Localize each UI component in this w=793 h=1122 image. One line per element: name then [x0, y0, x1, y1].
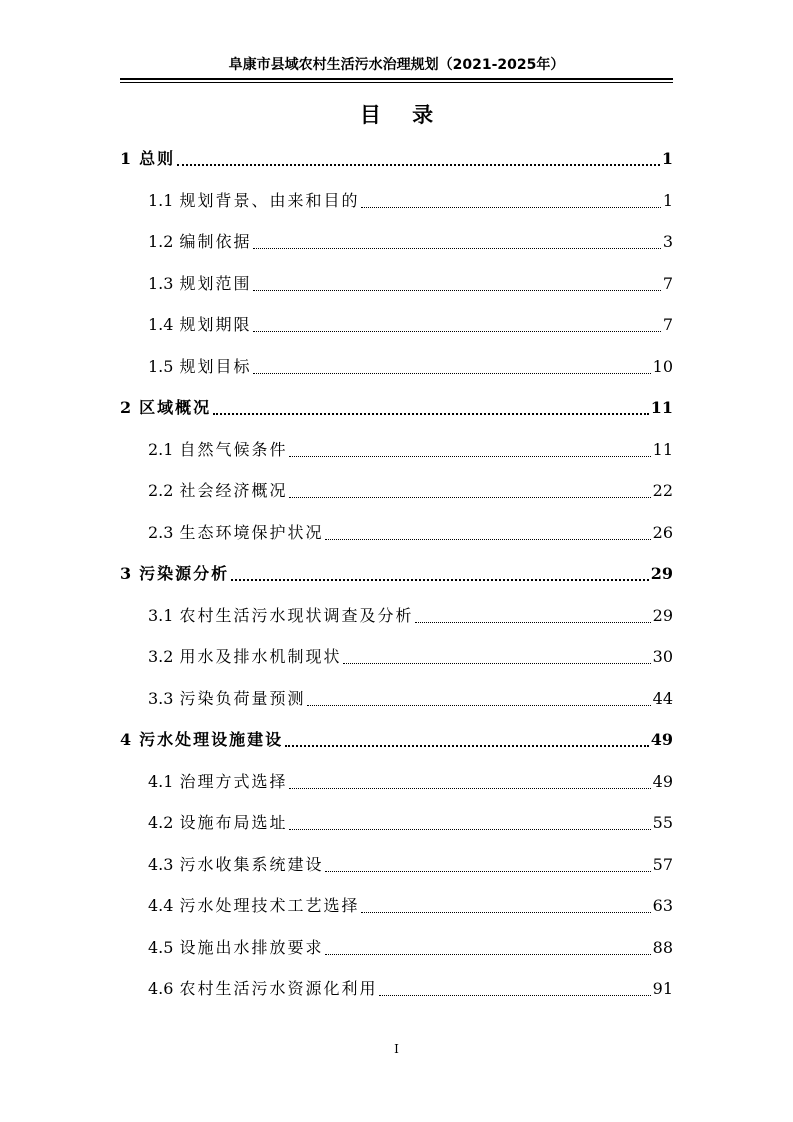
- toc-entry-label: [148, 522, 323, 544]
- toc-entry-page: 26: [652, 523, 673, 542]
- toc-entry-label: [148, 439, 287, 461]
- toc-entry-label: [148, 937, 323, 959]
- toc-entry-number: 1: [120, 149, 132, 168]
- toc-entry-page: 30: [652, 647, 673, 666]
- toc-entry-page: 63: [652, 896, 673, 915]
- toc-entry-text: 设施出水排放要求: [179, 938, 324, 957]
- toc-dot-leader: [231, 567, 649, 581]
- toc-section-entry[interactable]: [148, 312, 673, 336]
- toc-section-entry[interactable]: [148, 603, 673, 627]
- toc-entry-number: 2: [120, 398, 132, 417]
- toc-entry-page: 10: [652, 357, 673, 376]
- header-rule-thick: [120, 78, 673, 80]
- toc-section-entry[interactable]: [148, 188, 673, 212]
- toc-dot-leader: [253, 278, 660, 291]
- toc-dot-leader: [253, 361, 650, 374]
- toc-chapter-entry[interactable]: [120, 395, 673, 419]
- toc-dot-leader: [289, 485, 650, 498]
- toc-entry-page: 1: [662, 191, 673, 210]
- toc-section-entry[interactable]: [148, 271, 673, 295]
- toc-entry-text: 污水收集系统建设: [179, 855, 324, 874]
- toc-dot-leader: [289, 776, 650, 789]
- toc-entry-number: 2.2: [148, 481, 174, 500]
- toc-dot-leader: [177, 152, 660, 166]
- toc-entry-number: 4.5: [148, 938, 174, 957]
- toc-dot-leader: [285, 733, 649, 747]
- toc-dot-leader: [379, 983, 650, 996]
- toc-entry-label: [148, 688, 305, 710]
- toc-entry-page: 44: [652, 689, 673, 708]
- toc-entry-label: [148, 605, 413, 627]
- toc-entry-text: 农村生活污水现状调查及分析: [179, 606, 414, 625]
- toc-entry-text: 规划目标: [179, 357, 252, 376]
- toc-dot-leader: [343, 651, 650, 664]
- toc-dot-leader: [253, 319, 660, 332]
- header-rule-thin: [120, 82, 673, 83]
- toc-section-entry[interactable]: [148, 935, 673, 959]
- toc-dot-leader: [415, 610, 650, 623]
- toc-entry-number: 1.4: [148, 315, 174, 334]
- toc-section-entry[interactable]: [148, 893, 673, 917]
- toc-entry-page: 11: [652, 440, 673, 459]
- toc-entry-text: 编制依据: [179, 232, 252, 251]
- toc-entry-text: 污染负荷量预测: [179, 689, 306, 708]
- page-header-title: 阜康市县域农村生活污水治理规划（2021-2025年）: [228, 57, 565, 73]
- toc-entry-page: 55: [652, 813, 673, 832]
- toc-entry-text: 规划期限: [179, 315, 252, 334]
- toc-entry-page: 7: [662, 274, 673, 293]
- toc-dot-leader: [289, 444, 650, 457]
- toc-entry-page: 1: [661, 149, 673, 168]
- toc-entry-label: [148, 314, 251, 336]
- toc-dot-leader: [213, 401, 649, 415]
- toc-section-entry[interactable]: [148, 437, 673, 461]
- toc-entry-label: [148, 771, 287, 793]
- toc-dot-leader: [325, 942, 650, 955]
- toc-entry-number: 4.4: [148, 896, 174, 915]
- toc-entry-page: 88: [652, 938, 673, 957]
- toc-entry-number: 1.5: [148, 357, 174, 376]
- toc-entry-label: [120, 397, 211, 419]
- toc-entry-number: 3.2: [148, 647, 174, 666]
- toc-entry-number: 1.1: [148, 191, 174, 210]
- toc-chapter-entry[interactable]: [120, 561, 673, 585]
- toc-entry-label: [148, 895, 359, 917]
- toc-section-entry[interactable]: [148, 478, 673, 502]
- toc-entry-text: 治理方式选择: [179, 772, 288, 791]
- toc-entry-number: 1.3: [148, 274, 174, 293]
- toc-section-entry[interactable]: [148, 686, 673, 710]
- toc-entry-number: 3.3: [148, 689, 174, 708]
- toc-entry-text: 污染源分析: [139, 564, 230, 583]
- toc-section-entry[interactable]: [148, 769, 673, 793]
- toc-entry-number: 2.1: [148, 440, 174, 459]
- toc-dot-leader: [361, 900, 650, 913]
- toc-dot-leader: [361, 195, 660, 208]
- toc-entry-text: 污水处理技术工艺选择: [179, 896, 360, 915]
- toc-chapter-entry[interactable]: [120, 727, 673, 751]
- toc-section-entry[interactable]: [148, 810, 673, 834]
- toc-entry-page: 11: [650, 398, 673, 417]
- toc-entry-label: [148, 978, 377, 1000]
- toc-section-entry[interactable]: [148, 229, 673, 253]
- toc-entry-label: [148, 812, 287, 834]
- toc-entry-text: 农村生活污水资源化利用: [179, 979, 378, 998]
- toc-entry-page: 57: [652, 855, 673, 874]
- toc-entry-text: 自然气候条件: [179, 440, 288, 459]
- toc-title: 目 录: [359, 103, 446, 127]
- toc-entry-number: 4.6: [148, 979, 174, 998]
- toc-entry-number: 3.1: [148, 606, 174, 625]
- toc-entry-page: 91: [652, 979, 673, 998]
- toc-entry-page: 29: [650, 564, 673, 583]
- toc-entry-number: 1.2: [148, 232, 174, 251]
- toc-entry-label: [120, 729, 283, 751]
- toc-dot-leader: [289, 817, 650, 830]
- toc-entry-label: [120, 148, 175, 170]
- toc-entry-number: 2.3: [148, 523, 174, 542]
- toc-entry-number: 3: [120, 564, 132, 583]
- toc-entry-text: 污水处理设施建设: [139, 730, 284, 749]
- toc-entry-label: [148, 854, 323, 876]
- toc-section-entry[interactable]: [148, 852, 673, 876]
- toc-entry-page: 7: [662, 315, 673, 334]
- toc-entry-page: 22: [652, 481, 673, 500]
- toc-entry-number: 4.2: [148, 813, 174, 832]
- toc-section-entry[interactable]: [148, 520, 673, 544]
- toc-dot-leader: [307, 693, 650, 706]
- toc-dot-leader: [325, 527, 650, 540]
- toc-entry-number: 4: [120, 730, 132, 749]
- toc-chapter-entry[interactable]: [120, 146, 673, 170]
- toc-entry-page: 49: [652, 772, 673, 791]
- toc-section-entry[interactable]: [148, 976, 673, 1000]
- toc-entry-page: 49: [650, 730, 673, 749]
- toc-entry-label: [148, 231, 251, 253]
- toc-entry-text: 规划背景、由来和目的: [179, 191, 360, 210]
- toc-entry-text: 区域概况: [139, 398, 212, 417]
- toc-entry-page: 29: [652, 606, 673, 625]
- toc-entry-label: [148, 646, 341, 668]
- toc-entry-label: [148, 356, 251, 378]
- toc-entry-text: 规划范围: [179, 274, 252, 293]
- toc-entry-text: 设施布局选址: [179, 813, 288, 832]
- toc-dot-leader: [325, 859, 650, 872]
- toc-entry-label: [148, 273, 251, 295]
- toc-entry-text: 总则: [139, 149, 176, 168]
- toc-entry-text: 社会经济概况: [179, 481, 288, 500]
- toc-entry-number: 4.3: [148, 855, 174, 874]
- toc-dot-leader: [253, 236, 660, 249]
- toc-section-entry[interactable]: [148, 644, 673, 668]
- toc-entry-page: 3: [662, 232, 673, 251]
- toc-entry-label: [148, 480, 287, 502]
- toc-section-entry[interactable]: [148, 354, 673, 378]
- toc-entry-label: [148, 190, 359, 212]
- toc-entry-number: 4.1: [148, 772, 174, 791]
- page-number: I: [394, 1042, 399, 1056]
- toc-entry-text: 用水及排水机制现状: [179, 647, 342, 666]
- toc-entry-label: [120, 563, 229, 585]
- toc-entry-text: 生态环境保护状况: [179, 523, 324, 542]
